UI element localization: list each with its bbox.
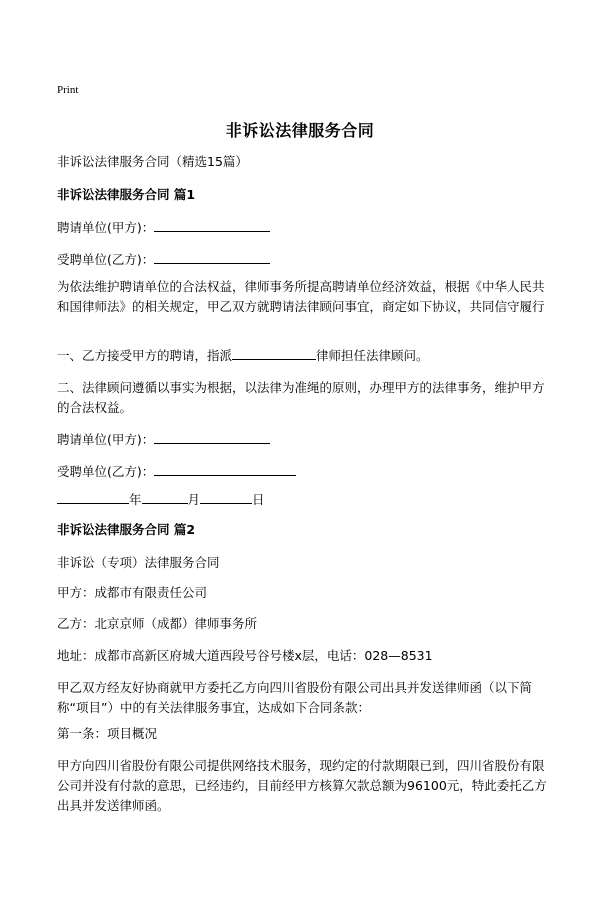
day-blank bbox=[200, 491, 252, 504]
date-month-label: 月 bbox=[187, 492, 201, 507]
sign-employer-blank bbox=[154, 431, 270, 444]
section1-heading: 非诉讼法律服务合同 篇1 bbox=[57, 187, 196, 202]
contract-name: 非诉讼（专项）法律服务合同 bbox=[57, 555, 220, 570]
sign-employee-blank bbox=[154, 463, 296, 476]
lawyer-name-blank bbox=[232, 347, 316, 360]
sign-employee-label: 受聘单位(乙方)： bbox=[57, 464, 155, 479]
date-year-label: 年 bbox=[129, 492, 142, 507]
employer-label: 聘请单位(甲方)： bbox=[57, 220, 155, 235]
employee-line bbox=[57, 250, 270, 270]
section2-heading: 非诉讼法律服务合同 篇2 bbox=[57, 522, 196, 537]
clause1-line bbox=[57, 346, 429, 366]
employee-label: 受聘单位(乙方)： bbox=[57, 252, 155, 267]
sign-employee-line bbox=[57, 462, 296, 482]
sign-employer-label: 聘请单位(甲方)： bbox=[57, 432, 155, 447]
employer-blank bbox=[154, 219, 270, 232]
article1-text: 甲方向四川省股份有限公司提供网络技术服务，现约定的付款期限已到，四川省股份有限公司并没有付款的意思，已经违约，目前经甲方核算欠款总额为96100元，特此委托乙方出具并发送律师函。 bbox=[57, 758, 547, 813]
clause2: 二、法律顾问遵循以事实为根据，以法律为准绳的原则，办理甲方的法律事务，维护甲方的合法权益。 bbox=[57, 380, 545, 415]
employee-blank bbox=[154, 251, 270, 264]
clause1-before: 一、乙方接受甲方的聘请，指派 bbox=[57, 348, 233, 363]
party-a: 甲方：成都市有限责任公司 bbox=[57, 585, 208, 600]
section2-intro: 甲乙双方经友好协商就甲方委托乙方向四川省股份有限公司出具并发送律师函（以下简称“项目”）中的有关法律服务事宜，达成如下合同条款： bbox=[57, 680, 533, 715]
document-subtitle: 非诉讼法律服务合同（精选15篇） bbox=[57, 154, 248, 169]
month-blank bbox=[142, 491, 188, 504]
address: 地址：成都市高新区府城大道西段号谷号楼x层，电话：028—8531 bbox=[57, 648, 433, 663]
date-line bbox=[57, 490, 265, 510]
year-blank bbox=[57, 491, 129, 504]
document-title: 非诉讼法律服务合同 bbox=[225, 121, 375, 140]
party-b: 乙方：北京京师（成都）律师事务所 bbox=[57, 616, 258, 631]
employer-line bbox=[57, 218, 270, 238]
date-day-label: 日 bbox=[252, 492, 265, 507]
article1-title: 第一条：项目概况 bbox=[57, 726, 158, 741]
sign-employer-line bbox=[57, 430, 270, 450]
print-label[interactable]: Print bbox=[57, 84, 79, 96]
clause1-after: 律师担任法律顾问。 bbox=[316, 348, 429, 363]
section1-intro: 为依法维护聘请单位的合法权益，律师事务所提高聘请单位经济效益，根据《中华人民共和国律师法》的相关规定，甲乙双方就聘请法律顾问事宜，商定如下协议，共同信守履行 bbox=[57, 279, 545, 314]
